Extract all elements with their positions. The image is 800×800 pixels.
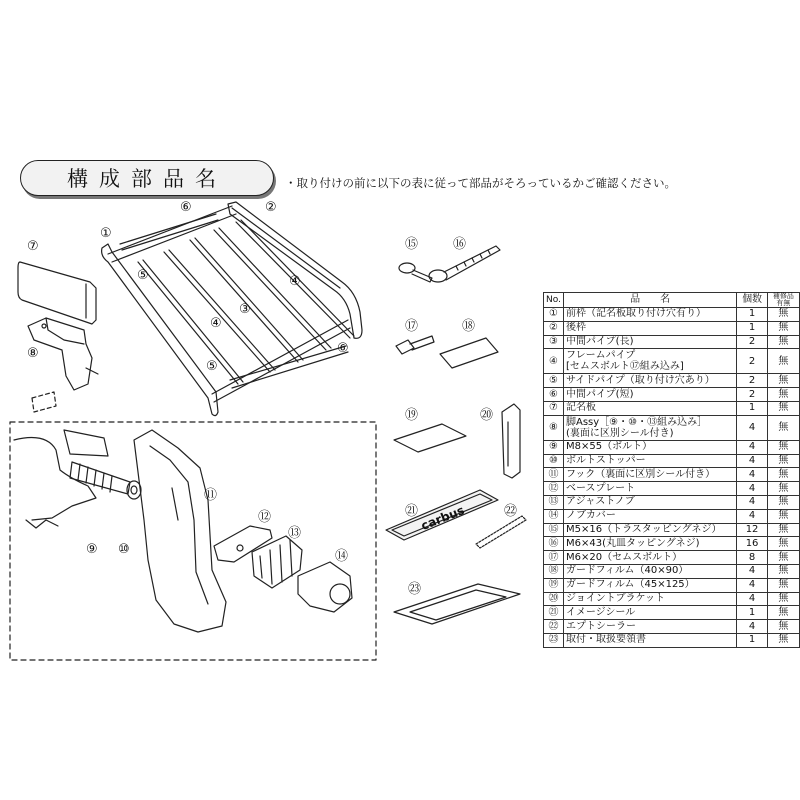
- callout-22: ㉒: [504, 504, 518, 519]
- callout-17: ⑰: [405, 319, 419, 334]
- table-row: [544, 495, 800, 509]
- part-name: エプトシーラー: [565, 620, 636, 632]
- part-name: ガードフィルム（40×90）: [565, 565, 689, 577]
- col-header-name: 品 名: [563, 293, 736, 308]
- table-row: [544, 620, 800, 634]
- cell-rep: 無: [767, 495, 799, 509]
- callout-20: ⑳: [480, 408, 494, 423]
- part-name: ジョイントブラケット: [565, 592, 665, 604]
- cell-name: [563, 495, 736, 509]
- cell-rep: 無: [767, 468, 799, 482]
- part-name: 中間パイプ(短): [565, 388, 634, 400]
- cell-name: [563, 509, 736, 523]
- cell-no: ⑫: [544, 482, 564, 496]
- cell-rep: 無: [767, 633, 799, 647]
- table-row: [544, 482, 800, 496]
- cell-rep: 無: [767, 454, 799, 468]
- cell-qty: 4: [737, 468, 767, 482]
- cell-name: [563, 335, 736, 349]
- part-name: イメージシール: [565, 606, 636, 618]
- callout-2: ②: [265, 200, 277, 215]
- col-header-repair: [767, 293, 799, 308]
- callout-19: ⑲: [405, 408, 419, 423]
- part-name: ガードフィルム（45×125）: [565, 579, 695, 591]
- callout-21: ㉑: [405, 504, 419, 519]
- cell-rep: 無: [767, 415, 799, 440]
- cell-rep: 無: [767, 440, 799, 454]
- cell-name: [563, 388, 736, 402]
- part-name: ベースプレート: [565, 482, 636, 494]
- table-row: [544, 374, 800, 388]
- cell-qty: 4: [737, 620, 767, 634]
- callout-10: ⑩: [118, 542, 130, 557]
- callout-11: ⑪: [204, 488, 218, 503]
- cell-name: [563, 633, 736, 647]
- part-name: フレームパイプ: [565, 350, 636, 362]
- cell-no: ⑬: [544, 495, 564, 509]
- cell-no: ㉒: [544, 620, 564, 634]
- cell-no: ⑲: [544, 578, 564, 592]
- screw-m5: [399, 263, 432, 282]
- cell-no: ⑩: [544, 454, 564, 468]
- cell-rep: 無: [767, 509, 799, 523]
- cell-rep: 無: [767, 388, 799, 402]
- table-row: [544, 335, 800, 349]
- cell-qty: 1: [737, 308, 767, 322]
- cell-rep: 無: [767, 349, 799, 374]
- cell-no: ①: [544, 308, 564, 322]
- cell-qty: 12: [737, 523, 767, 537]
- cell-rep: 無: [767, 620, 799, 634]
- cell-name: [563, 620, 736, 634]
- cell-no: ④: [544, 349, 564, 374]
- joint-bracket: [502, 404, 520, 478]
- table-row: [544, 415, 800, 440]
- part-name-line2: (裏面に区別シール付き): [565, 427, 674, 439]
- table-row: [544, 578, 800, 592]
- part-name: ボルトストッパー: [565, 454, 646, 466]
- callout-18: ⑱: [462, 319, 476, 334]
- part-name: アジャストノブ: [565, 496, 635, 508]
- cell-qty: 4: [737, 495, 767, 509]
- cell-rep: 無: [767, 523, 799, 537]
- cell-qty: 4: [737, 509, 767, 523]
- table-header-row: [544, 293, 800, 308]
- cell-no: ⑪: [544, 468, 564, 482]
- callout-5a: ⑤: [137, 268, 149, 283]
- cell-name: [563, 401, 736, 415]
- cell-name: [563, 592, 736, 606]
- cell-no: ⑥: [544, 388, 564, 402]
- part-name: 取付・取扱要領書: [565, 634, 646, 646]
- sems-bolt: [396, 336, 434, 354]
- cell-qty: 1: [737, 633, 767, 647]
- callout-6b: ⑥: [337, 341, 349, 356]
- cell-qty: 4: [737, 592, 767, 606]
- part-name: 脚Assy［⑨・⑩・⑬組み込み］: [565, 416, 708, 428]
- callout-12: ⑫: [258, 510, 272, 525]
- cell-qty: 1: [737, 321, 767, 335]
- part-name: 前枠（記名板取り付け穴有り）: [565, 308, 706, 320]
- col-header-repair-line1: 補修品: [772, 292, 794, 300]
- cell-no: ⑭: [544, 509, 564, 523]
- table-row: [544, 349, 800, 374]
- part-name: M6×43(丸皿タッピングネジ): [565, 537, 700, 549]
- epto-sealer: [476, 516, 526, 548]
- cell-rep: 無: [767, 335, 799, 349]
- part-name: ノブカバー: [565, 510, 616, 522]
- callout-9: ⑨: [86, 542, 98, 557]
- cell-rep: 無: [767, 374, 799, 388]
- section-title: 構成部品名: [67, 167, 227, 191]
- leg-detail: [14, 430, 352, 632]
- cell-qty: 2: [737, 374, 767, 388]
- cell-qty: 16: [737, 537, 767, 551]
- cell-rep: 無: [767, 578, 799, 592]
- callout-16: ⑯: [453, 237, 467, 252]
- cell-name: [563, 551, 736, 565]
- table-row: [544, 606, 800, 620]
- cell-name: [563, 482, 736, 496]
- cell-no: ⑦: [544, 401, 564, 415]
- col-header-no: No.: [544, 293, 564, 308]
- cell-name: [563, 564, 736, 578]
- cell-qty: 4: [737, 454, 767, 468]
- callout-7: ⑦: [27, 239, 39, 254]
- guard-film-large: [394, 424, 466, 452]
- cell-no: ⑮: [544, 523, 564, 537]
- cell-qty: 4: [737, 415, 767, 440]
- cell-rep: 無: [767, 482, 799, 496]
- cell-name: [563, 468, 736, 482]
- cell-no: ⑯: [544, 537, 564, 551]
- table-row: [544, 633, 800, 647]
- cell-name: [563, 308, 736, 322]
- callout-13: ⑬: [288, 526, 302, 541]
- cell-qty: 1: [737, 606, 767, 620]
- callout-3: ③: [239, 302, 251, 317]
- cell-name: [563, 440, 736, 454]
- part-name: サイドパイプ（取り付け穴あり）: [565, 374, 715, 386]
- table-row: [544, 523, 800, 537]
- cell-name: [563, 349, 736, 374]
- callout-5b: ⑤: [206, 359, 218, 374]
- cell-qty: 4: [737, 578, 767, 592]
- table-row: [544, 537, 800, 551]
- cell-qty: 4: [737, 482, 767, 496]
- cell-qty: 2: [737, 349, 767, 374]
- table-row: [544, 321, 800, 335]
- table-row: [544, 440, 800, 454]
- cell-no: ②: [544, 321, 564, 335]
- part-name: フック（裏面に区別シール付き）: [565, 468, 716, 480]
- cell-name: [563, 454, 736, 468]
- carbus-logo: carbus: [419, 503, 467, 533]
- cell-qty: 8: [737, 551, 767, 565]
- cell-qty: 2: [737, 388, 767, 402]
- part-name: 後枠: [565, 322, 586, 334]
- cell-qty: 1: [737, 401, 767, 415]
- cell-no: ⑳: [544, 592, 564, 606]
- cell-rep: 無: [767, 592, 799, 606]
- cell-no: ㉑: [544, 606, 564, 620]
- cell-name: [563, 321, 736, 335]
- table-row: [544, 388, 800, 402]
- callout-15: ⑮: [405, 237, 419, 252]
- callout-6a: ⑥: [180, 200, 192, 215]
- table-row: [544, 308, 800, 322]
- part-name-line2: [セムスボルト⑰組み込み]: [565, 361, 684, 373]
- roof-rack-frame: [102, 202, 362, 416]
- cell-name: [563, 374, 736, 388]
- detail-box: [10, 422, 376, 660]
- instruction-note: ・取り付けの前に以下の表に従って部品がそろっているかご確認ください。: [285, 176, 676, 190]
- cell-rep: 無: [767, 551, 799, 565]
- cell-no: ⑱: [544, 564, 564, 578]
- cell-qty: 4: [737, 564, 767, 578]
- cell-no: ⑨: [544, 440, 564, 454]
- cell-rep: 無: [767, 401, 799, 415]
- table-row: [544, 564, 800, 578]
- callout-8: ⑧: [27, 346, 39, 361]
- guard-film-small: [440, 338, 498, 368]
- cell-no: ⑧: [544, 415, 564, 440]
- cell-no: ⑤: [544, 374, 564, 388]
- callout-1: ①: [100, 226, 112, 241]
- cell-no: ③: [544, 335, 564, 349]
- table-row: [544, 592, 800, 606]
- cell-name: [563, 523, 736, 537]
- cell-rep: 無: [767, 564, 799, 578]
- cell-name: [563, 606, 736, 620]
- cell-rep: 無: [767, 537, 799, 551]
- callout-4b: ④: [210, 316, 222, 331]
- cell-rep: 無: [767, 321, 799, 335]
- cell-no: ⑰: [544, 551, 564, 565]
- cell-rep: 無: [767, 606, 799, 620]
- name-plate: [18, 262, 96, 324]
- table-row: [544, 454, 800, 468]
- part-name: M6×20（セムスボルト）: [565, 551, 683, 563]
- callout-4a: ④: [289, 274, 301, 289]
- col-header-qty: 個数: [737, 293, 767, 308]
- table-row: [544, 509, 800, 523]
- table-row: [544, 401, 800, 415]
- table-row: [544, 468, 800, 482]
- parts-table-body: [544, 308, 800, 648]
- callout-14: ⑭: [335, 549, 349, 564]
- cell-no: ㉓: [544, 633, 564, 647]
- callout-23: ㉓: [408, 582, 422, 597]
- part-name: 中間パイプ(長): [565, 335, 634, 347]
- part-name: M5×16（トラスタッピングネジ）: [565, 523, 722, 535]
- cell-name: [563, 537, 736, 551]
- cell-qty: 2: [737, 335, 767, 349]
- cell-name: [563, 415, 736, 440]
- cell-qty: 4: [737, 440, 767, 454]
- parts-table: [543, 292, 800, 648]
- part-name: M8×55（ボルト）: [565, 441, 653, 453]
- col-header-repair-line2: 有無: [776, 299, 791, 307]
- cell-rep: 無: [767, 308, 799, 322]
- part-name: 記名板: [565, 402, 596, 414]
- table-row: [544, 551, 800, 565]
- cell-name: [563, 578, 736, 592]
